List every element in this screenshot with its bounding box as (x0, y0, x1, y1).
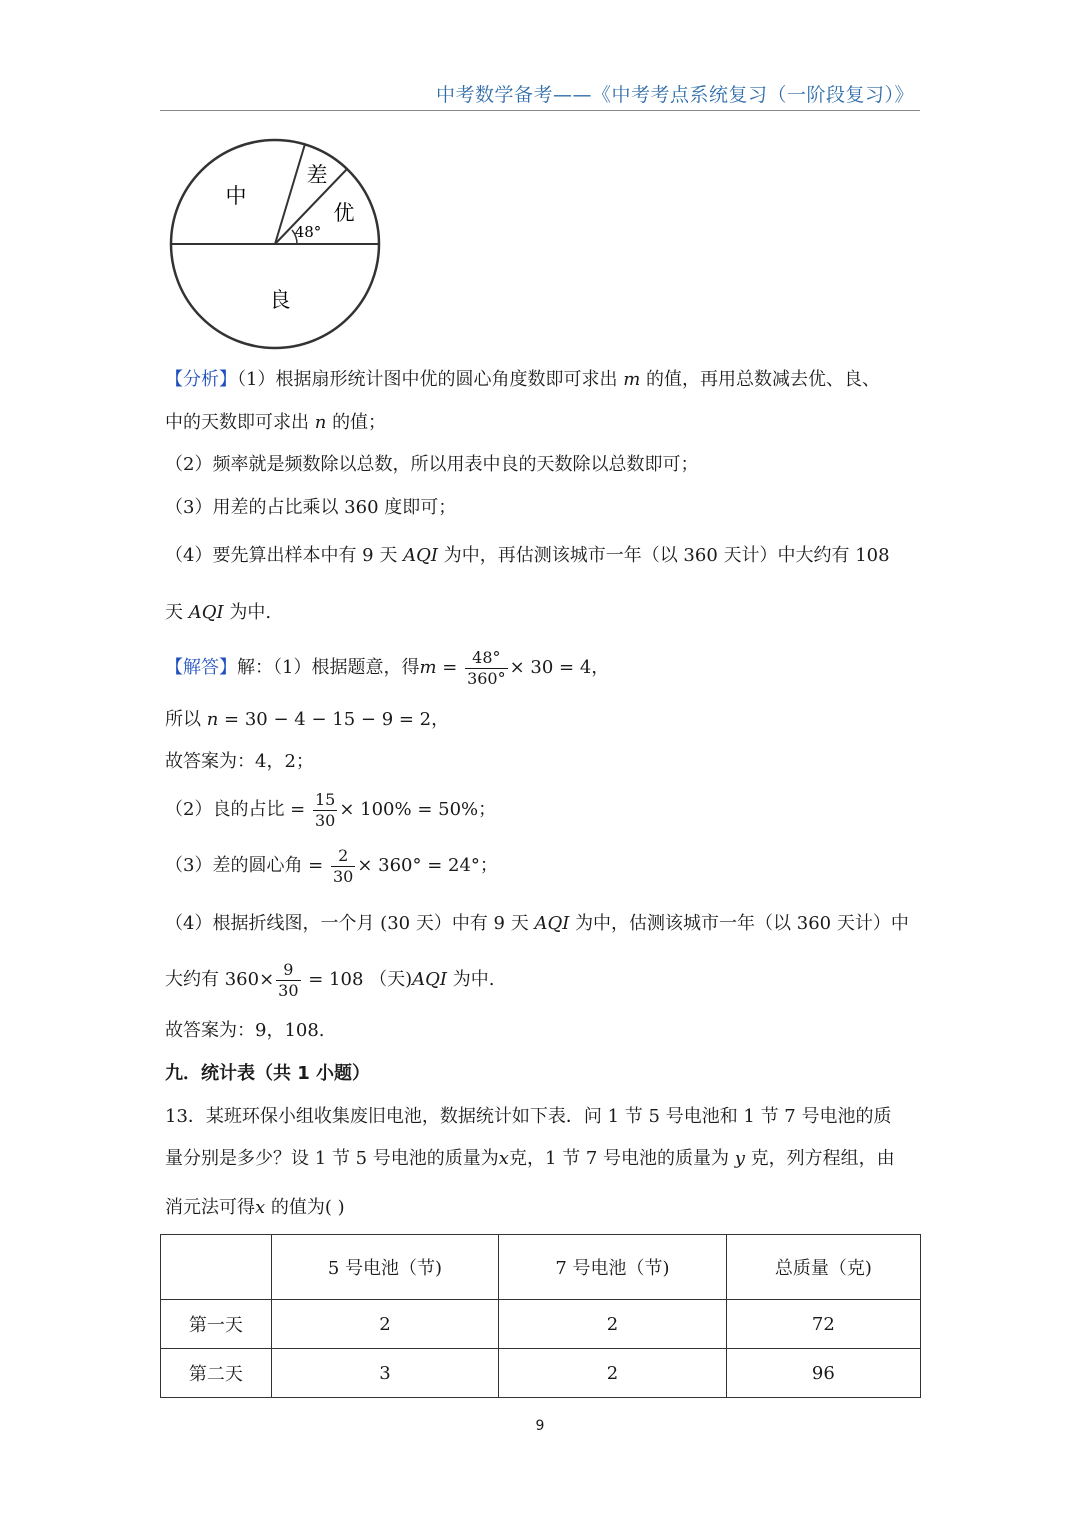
answer-text: 为中，估测该城市一年（以 360 天计）中 (575, 913, 909, 934)
answer-line-6 (165, 911, 909, 937)
analysis-text: 天 (165, 602, 183, 623)
analysis-line-3: （2）频率就是频数除以总数，所以用表中良的天数除以总数即可； (165, 454, 699, 475)
analysis-text: （4）要先算出样本中有 9 天 (165, 545, 398, 566)
fraction-denominator: 30 (332, 866, 354, 886)
fraction-numerator: 48° (465, 648, 508, 669)
table-cell: 96 (726, 1349, 920, 1398)
table-cell: 第二天 (161, 1349, 272, 1398)
answer-text: 解：（1）根据题意，得 (237, 657, 420, 678)
answer-text: × 360° = 24°； (357, 855, 498, 876)
aqi-term: AQI (412, 969, 448, 990)
table-cell: 2 (499, 1349, 727, 1398)
var-m: m (419, 657, 437, 678)
table-cell: 72 (726, 1300, 920, 1349)
analysis-text: 中的天数即可求出 (165, 412, 309, 433)
question-line-3 (165, 1195, 345, 1221)
table-row (161, 1300, 921, 1349)
answer-text: × 30 = 4， (509, 657, 610, 678)
var-x: x (498, 1148, 509, 1169)
answer-line-3: 故答案为：4，2； (165, 751, 314, 772)
question-text: 消元法可得 (165, 1197, 255, 1218)
page-header (160, 78, 920, 111)
fraction-48-360 (465, 648, 508, 689)
table-header-cell: 总质量（克) (726, 1235, 920, 1300)
answer-text: （4）根据折线图，一个月 (30 天）中有 9 天 (165, 913, 529, 934)
fraction-2-30 (331, 846, 355, 887)
analysis-text: 的值，再用总数减去优、良、 (646, 369, 880, 390)
table-cell: 2 (499, 1300, 727, 1349)
var-n: n (314, 412, 327, 433)
question-line-2 (165, 1146, 895, 1172)
analysis-line-1 (165, 367, 880, 393)
aqi-term: AQI (403, 545, 438, 566)
pie-label-you: 优 (333, 201, 355, 225)
header-title: 中考数学备考——《中考考点系统复习（一阶段复习）》 (435, 84, 914, 106)
answer-line-7 (165, 958, 495, 1002)
analysis-text: 的值； (332, 412, 387, 433)
var-n: n (206, 709, 219, 730)
analysis-text: 为中. (229, 602, 272, 623)
question-text: 克，列方程组，由 (750, 1148, 895, 1169)
var-x: x (255, 1197, 266, 1218)
answer-text: 为中. (452, 969, 495, 990)
fraction-denominator: 30 (278, 980, 299, 1000)
analysis-text: 为中，再估测该城市一年（以 360 天计）中大约有 108 (443, 545, 890, 566)
table-header-cell: 7 号电池（节) (499, 1235, 727, 1300)
question-text: 的值为( ) (270, 1197, 345, 1218)
answer-line-4 (165, 788, 496, 832)
answer-text: （3）差的圆心角 = (165, 855, 329, 876)
answer-line-1 (165, 646, 609, 690)
table-cell: 第一天 (161, 1300, 272, 1349)
aqi-term: AQI (534, 913, 570, 934)
fraction-denominator: 30 (314, 810, 336, 830)
table-cell: 3 (271, 1349, 499, 1398)
answer-line-5 (165, 844, 498, 888)
angle-label: 48° (294, 223, 322, 241)
fraction-numerator: 15 (314, 789, 336, 809)
answer-text: （2）良的占比 = (165, 799, 311, 820)
question-line-1: 13．某班环保小组收集废旧电池，数据统计如下表．问 1 节 5 号电池和 1 节 7 号电池的质 (165, 1106, 892, 1127)
fraction-numerator: 2 (331, 846, 355, 867)
answer-text: = (436, 657, 464, 678)
pie-label-cha: 差 (306, 163, 328, 187)
battery-table (160, 1234, 921, 1398)
answer-text: = 30 − 4 − 15 − 9 = 2， (218, 709, 450, 730)
table-row (161, 1349, 921, 1398)
fraction-15-30 (313, 790, 337, 831)
question-text: 克，1 节 7 号电池的质量为 (508, 1148, 730, 1169)
table-header-cell (161, 1235, 272, 1300)
answer-text: = 108 （天) (302, 969, 413, 990)
fraction-denominator: 360° (467, 668, 506, 688)
pie-label-liang: 良 (269, 288, 291, 312)
analysis-text: （1）根据扇形统计图中优的圆心角度数即可求出 (237, 369, 618, 390)
answer-tag: 【解答】 (165, 657, 237, 678)
analysis-line-6 (165, 600, 271, 626)
answer-line-2 (165, 707, 449, 733)
analysis-line-5 (165, 543, 890, 569)
answer-line-8: 故答案为：9，108. (165, 1020, 325, 1041)
question-text: 量分别是多少？设 1 节 5 号电池的质量为 (165, 1148, 499, 1169)
var-y: y (734, 1148, 745, 1169)
answer-text: 所以 (165, 709, 201, 730)
analysis-tag: 【分析】 (165, 369, 237, 390)
table-header-row (161, 1235, 921, 1300)
table-cell: 2 (271, 1300, 499, 1349)
answer-text: × 100% = 50%； (339, 799, 497, 820)
pie-chart (160, 130, 390, 360)
fraction-9-30 (276, 960, 300, 1001)
table-header-cell: 5 号电池（节) (271, 1235, 499, 1300)
fraction-numerator: 9 (276, 960, 300, 981)
page-number: 9 (535, 1418, 545, 1434)
pie-label-zhong: 中 (225, 184, 247, 208)
section-title: 九．统计表（共 1 小题） (165, 1063, 371, 1084)
analysis-line-2 (165, 410, 386, 436)
var-m: m (623, 369, 641, 390)
analysis-line-4: （3）用差的占比乘以 360 度即可； (165, 497, 457, 518)
aqi-term: AQI (188, 602, 224, 623)
answer-text: 大约有 360× (165, 969, 275, 990)
